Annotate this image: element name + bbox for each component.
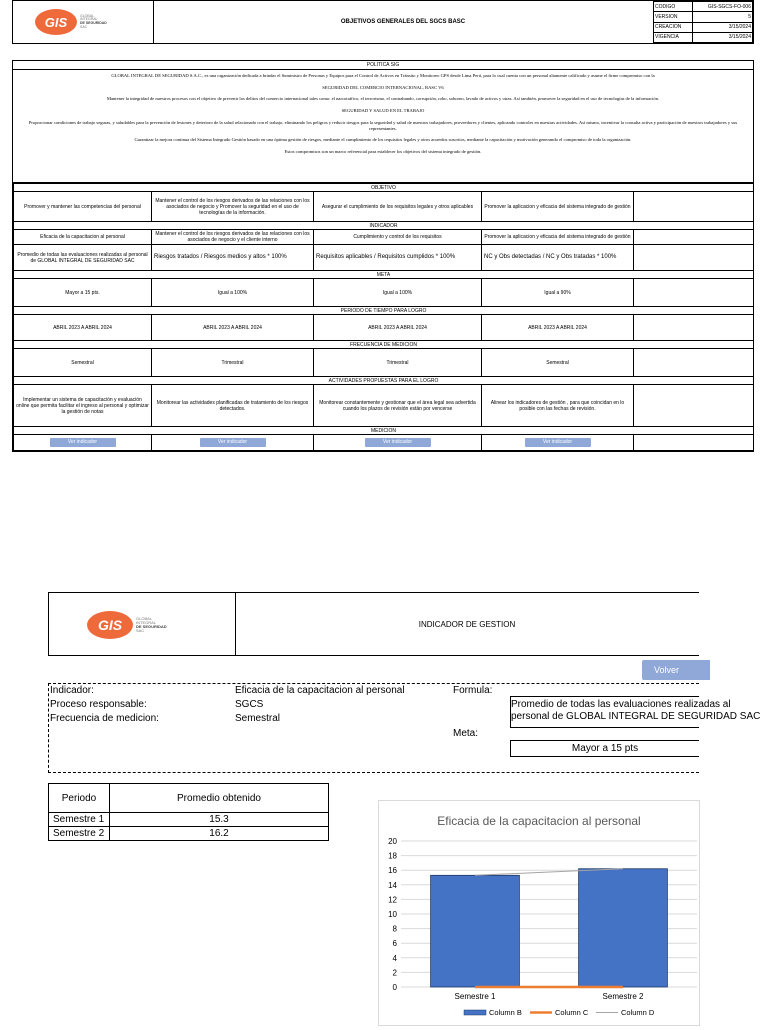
politica-title: POLITICA SIG xyxy=(13,61,753,70)
y-tick-label: 8 xyxy=(392,924,397,934)
section-objetivo: OBJETIVO xyxy=(14,184,754,192)
y-tick-label: 0 xyxy=(392,983,397,992)
objectives-grid xyxy=(12,182,754,452)
ver-indicador-button[interactable]: Ver indicador xyxy=(365,438,431,447)
politica-paragraph: SEGURIDAD Y SALUD EN EL TRABAJO xyxy=(341,108,425,114)
y-tick-label: 14 xyxy=(388,880,397,890)
politica-paragraph: Proporcionar condiciones de trabajo seguras, y saludables para la prevención de lesiones y deterioro de la salud relacionado con el trabajo, eliminando los peligros y reducir riesgos para la seguridad y salud de nuestros trabajadores, proveedores y clientes, aplicando controles en nuestras actividades. Así mismo, incentivar la consulta activa y participación de nuestros trabajadores y sus representantes. xyxy=(28,119,738,131)
actividad-cell: Alinear los indicadores de gestión , para que coincidan en lo posible con las fechas de revisión. xyxy=(482,385,634,427)
table-header: Periodo xyxy=(49,784,110,813)
table-header: Promedio obtenido xyxy=(110,784,329,813)
formula-cell: Riesgos tratados / Riesgos medios y altos * 100% xyxy=(152,245,314,271)
meta-cell: Igual a 100% xyxy=(314,279,482,307)
table-row: Semestre 2 16.2 xyxy=(49,827,329,841)
indicador-cell: Cumplimiento y control de los requisitos xyxy=(314,230,482,245)
volver-button[interactable]: Volver xyxy=(642,660,710,680)
actividad-cell: Monitorear constantemente y gestionar que el área legal sea advertida cuando los plazos de revisión están por vencerse xyxy=(314,385,482,427)
document-meta: CODIGO GIS-SGCS-FO-006 VERSION 5 CREACION 3/15/2024 VIGENCIA 3/15/2024 xyxy=(653,1,753,43)
y-tick-label: 4 xyxy=(392,953,397,963)
bar xyxy=(579,869,668,987)
logo-subtext: GLOBAL INTEGRAL DE SEGURIDAD SAC xyxy=(136,615,167,634)
indicador-title: INDICADOR DE GESTION xyxy=(418,619,516,629)
periodo-table xyxy=(48,783,329,841)
section-periodo: PERIODO DE TIEMPO PARA LOGRO xyxy=(14,307,754,315)
section-actividades: ACTIVIDADES PROPUESTAS PARA EL LOGRO xyxy=(14,377,754,385)
formula-cell: Requisitos aplicables / Requisitos cumplidos * 100% xyxy=(314,245,482,271)
periodo-cell: ABRIL 2023 A ABRIL 2024 xyxy=(152,315,314,341)
proceso-label: Proceso responsable: xyxy=(50,699,147,710)
legend-label: Column C xyxy=(555,1008,589,1017)
frecuencia-cell: Trimestral xyxy=(152,349,314,377)
x-tick-label: Semestre 1 xyxy=(454,992,496,1001)
frecuencia-label: Frecuencia de medicion: xyxy=(50,713,159,724)
indicador-value: Eficacia de la capacitacion al personal xyxy=(235,685,405,696)
company-logo xyxy=(13,1,154,43)
logo-mark: GIS xyxy=(35,9,77,35)
proceso-value: SGCS xyxy=(235,699,264,710)
y-tick-label: 12 xyxy=(388,895,397,905)
bar xyxy=(431,875,520,987)
logo-mark: GIS xyxy=(87,611,133,639)
politica-section xyxy=(12,60,754,184)
indicador-cell: Mantener el control de los riesgos derivados de las relaciones con los asociados de negocio y el cliente interno xyxy=(152,230,314,245)
periodo-cell: ABRIL 2023 A ABRIL 2024 xyxy=(314,315,482,341)
meta-cell: Igual a 90% xyxy=(482,279,634,307)
formula-cell: Promedio de todas las evaluaciones realizadas al personal de GLOBAL INTEGRAL DE SEGURIDAD SAC xyxy=(14,245,152,271)
politica-paragraph: Mantener la integridad de nuestros procesos con el objetivo de prevenir los delitos del comercio internacional tales como: el narcotráfico, el terrorismo, el contrabando, corrupción, robo, soborno, lavado de activos y otras. Así también, promover la seguridad en el uso de tecnologías de la información. xyxy=(106,96,660,102)
formula-value: Promedio de todas las evaluaciones realizadas al personal de GLOBAL INTEGRAL DE SEGURIDAD SAC xyxy=(510,696,699,728)
politica-paragraph: Estos compromisos son un marco referencial para establecer los objetivos del sistema integrado de gestión. xyxy=(284,149,482,155)
sheet2-header xyxy=(48,592,699,656)
section-frecuencia: FRECUENCIA DE MEDICION xyxy=(14,341,754,349)
chart-title: Eficacia de la capacitacion al personal xyxy=(437,814,641,828)
objetivo-cell: Asegurar el cumplimiento de los requisitos legales y otros aplicables xyxy=(314,192,482,222)
frecuencia-cell: Trimestral xyxy=(314,349,482,377)
ver-indicador-button[interactable]: Ver indicador xyxy=(50,438,116,447)
y-tick-label: 2 xyxy=(392,968,397,978)
formula-label: Formula: xyxy=(453,685,493,696)
ver-indicador-button[interactable]: Ver indicador xyxy=(525,438,591,447)
y-tick-label: 18 xyxy=(388,851,397,861)
meta-label: Meta: xyxy=(453,728,479,739)
section-meta: META xyxy=(14,271,754,279)
politica-paragraph: GLOBAL INTEGRAL DE SEGURIDAD S.A.C., es una organización dedicada a brindar el Suministro de Personas y Equipos para el Control de Activos en Tránsito y Monitoreo GPS desde Lima Perú, para lo cual cuenta con un personal altamente calificado y asume el firme compromiso con la xyxy=(111,73,655,78)
table-row: Semestre 1 15.3 xyxy=(49,813,329,827)
meta-cell: Igual a 100% xyxy=(152,279,314,307)
sheet1-header xyxy=(12,0,754,44)
indicador-label: Indicador: xyxy=(50,685,94,696)
company-logo xyxy=(49,593,236,655)
objetivo-cell: Promover la aplicacion y eficacia del sistema integrado de gestión xyxy=(482,192,634,222)
objetivo-cell: Promover y mantener las competencias del personal xyxy=(14,192,152,222)
formula-cell: NC y Obs detectadas / NC y Obs tratadas * 100% xyxy=(482,245,634,271)
indicador-chart xyxy=(378,800,700,1026)
actividad-cell: Monitorear las actividades planificadas de tratamiento de los riesgos detectados. xyxy=(152,385,314,427)
politica-paragraph: SEGURIDAD DEL COMERCIO INTERNACIONAL, BASC V6 xyxy=(322,84,444,90)
indicador-cell: Promover la aplicacion y eficacia del sistema integrado de gestión xyxy=(482,230,634,245)
x-tick-label: Semestre 2 xyxy=(602,992,644,1001)
ver-indicador-button[interactable]: Ver indicador xyxy=(200,438,266,447)
y-tick-label: 6 xyxy=(392,939,397,949)
legend-label: Column D xyxy=(621,1008,655,1017)
meta-value: Mayor a 15 pts xyxy=(510,740,699,757)
meta-cell: Mayor a 15 pts. xyxy=(14,279,152,307)
frecuencia-cell: Semestral xyxy=(482,349,634,377)
logo-subtext: GLOBAL INTEGRAL DE SEGURIDAD SAC xyxy=(80,13,107,29)
actividad-cell: Implementar un sistema de capacitación y evaluación online que permita facilitar el ingreso al personal y optimizar la gestión de notas xyxy=(14,385,152,427)
section-medicion: MEDICION xyxy=(14,427,754,435)
legend-swatch xyxy=(464,1010,486,1015)
section-indicador: INDICADOR xyxy=(14,222,754,230)
politica-paragraph: Garantizar la mejora continua del Sistema Integrado Gestión basado en una óptima gestión de riesgos, mediante el cumplimiento de los requisitos legales y otros acuerdos suscritos, mediante la capacitación y motivación generando el compromiso de toda la organización. xyxy=(134,137,632,143)
chart-svg xyxy=(379,801,699,1025)
frecuencia-cell: Semestral xyxy=(14,349,152,377)
legend-label: Column B xyxy=(489,1008,522,1017)
y-tick-label: 20 xyxy=(388,837,397,846)
y-tick-label: 16 xyxy=(388,866,397,876)
periodo-cell: ABRIL 2023 A ABRIL 2024 xyxy=(14,315,152,341)
y-tick-label: 10 xyxy=(388,910,397,919)
objetivo-cell: Mantener el control de los riesgos derivados de las relaciones con los asociados de negocio y Promover la seguridad en el uso de tecnologías de la información. xyxy=(152,192,314,222)
frecuencia-value: Semestral xyxy=(235,713,281,724)
indicador-cell: Eficacia de la capacitacion al personal xyxy=(14,230,152,245)
periodo-cell: ABRIL 2023 A ABRIL 2024 xyxy=(482,315,634,341)
document-title: OBJETIVOS GENERALES DEL SGCS BASC xyxy=(153,1,654,43)
